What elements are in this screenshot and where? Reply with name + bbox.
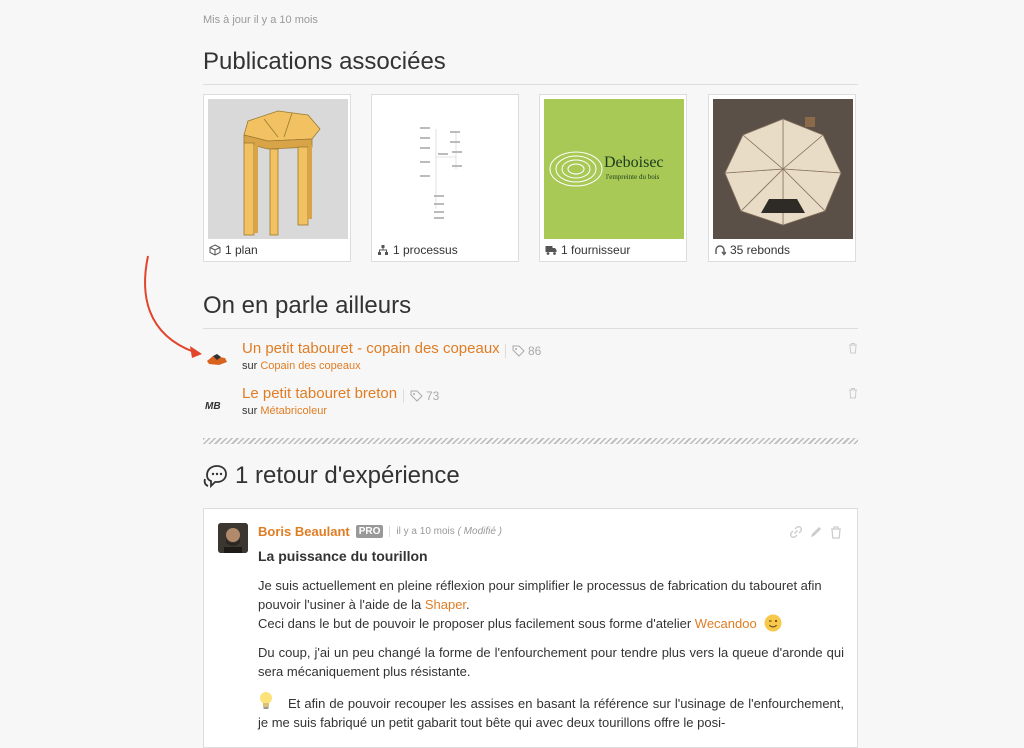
wecandoo-link[interactable]: Wecandoo bbox=[694, 616, 757, 631]
source-link-metabricoleur[interactable]: Métabricoleur bbox=[260, 405, 327, 417]
comment-time: il y a 10 mois ( Modifié ) bbox=[389, 526, 502, 537]
feedback-title: 1 retour d'expérience bbox=[235, 462, 460, 489]
publications-header bbox=[203, 48, 858, 85]
process-thumbnail bbox=[376, 99, 516, 239]
truck-icon bbox=[545, 244, 557, 256]
author-name[interactable]: Boris Beaulant bbox=[258, 524, 350, 539]
feedback-header bbox=[203, 462, 460, 490]
comment-card bbox=[203, 508, 858, 748]
supplier-tagline: l'empreinte du bois bbox=[606, 173, 660, 181]
comment-paragraph-2: Du coup, j'ai un peu changé la forme de l'enfourchement pour tendre plus vers la queue d'aronde qui sera mécaniquement plus résistante. bbox=[258, 645, 844, 679]
comment-body bbox=[258, 547, 844, 742]
elsewhere-item bbox=[203, 385, 858, 429]
comment-paragraph-3: Et afin de pouvoir recouper les assises en basant la référence sur l'usinage de l'enfourchement, je me suis fabriqué un petit gabarit tout bête qui avec deux tourillons offre le posi- bbox=[258, 691, 844, 732]
card-supplier[interactable] bbox=[539, 94, 687, 262]
card-rebounds[interactable] bbox=[708, 94, 856, 262]
rebounds-thumbnail bbox=[713, 99, 853, 239]
sitemap-icon bbox=[377, 244, 389, 256]
shaper-link[interactable]: Shaper bbox=[424, 597, 467, 612]
supplier-logo bbox=[544, 99, 684, 239]
comment-paragraph-1: Je suis actuellement en pleine réflexion pour simplifier le processus de fabrication du tabouret afin pouvoir l'usiner à l'aide de la Shaper. Ceci dans le but de pouvoir le proposer plus facilement sous forme d'atelier Wecandoo bbox=[258, 578, 822, 631]
wink-emoji-icon bbox=[764, 614, 782, 632]
supplier-name: Deboisec bbox=[604, 154, 664, 171]
elsewhere-count-2: 73 bbox=[403, 389, 439, 403]
card-rebounds-label: 35 rebonds bbox=[714, 243, 790, 257]
comment-heading: La puissance du tourillon bbox=[258, 548, 428, 564]
section-divider bbox=[203, 438, 858, 444]
speech-bubbles-icon bbox=[203, 463, 229, 489]
elsewhere-item bbox=[203, 340, 858, 384]
card-supplier-label: 1 fournisseur bbox=[545, 243, 630, 257]
cube-icon bbox=[209, 244, 221, 256]
updated-text: Mis à jour il y a 10 mois bbox=[203, 14, 318, 26]
card-process-label: 1 processus bbox=[377, 243, 458, 257]
plan-thumbnail bbox=[208, 99, 348, 239]
card-process[interactable] bbox=[371, 94, 519, 262]
source-link-copain[interactable]: Copain des copeaux bbox=[260, 360, 361, 372]
svg-text:MB: MB bbox=[205, 401, 221, 412]
elsewhere-source-2: sur Métabricoleur bbox=[242, 405, 327, 417]
comment-actions bbox=[789, 525, 843, 539]
elsewhere-link-1[interactable]: Un petit tabouret - copain des copeaux bbox=[242, 340, 500, 357]
publications-title: Publications associées bbox=[203, 48, 446, 75]
rebound-icon bbox=[714, 244, 726, 256]
elsewhere-title: On en parle ailleurs bbox=[203, 292, 412, 319]
link-icon[interactable] bbox=[789, 525, 803, 539]
elsewhere-source-1: sur Copain des copeaux bbox=[242, 360, 361, 372]
modified-label: ( Modifié ) bbox=[457, 526, 503, 537]
trash-icon[interactable] bbox=[848, 342, 858, 354]
card-plan[interactable] bbox=[203, 94, 351, 262]
comment-meta bbox=[258, 524, 502, 539]
metabricoleur-logo bbox=[205, 397, 229, 413]
pencil-icon[interactable] bbox=[809, 525, 823, 539]
lightbulb-icon bbox=[258, 691, 274, 711]
pro-badge: PRO bbox=[356, 525, 384, 538]
tag-icon bbox=[410, 390, 423, 403]
tag-icon bbox=[512, 345, 525, 358]
elsewhere-link-2[interactable]: Le petit tabouret breton bbox=[242, 385, 398, 402]
trash-icon[interactable] bbox=[848, 387, 858, 399]
copain-logo bbox=[205, 352, 229, 368]
trash-icon[interactable] bbox=[829, 525, 843, 539]
card-plan-label: 1 plan bbox=[209, 243, 258, 257]
elsewhere-header bbox=[203, 292, 858, 329]
avatar[interactable] bbox=[218, 523, 248, 553]
publications-grid bbox=[203, 94, 858, 264]
elsewhere-count-1: 86 bbox=[505, 344, 541, 358]
arrow-annotation bbox=[140, 254, 204, 360]
